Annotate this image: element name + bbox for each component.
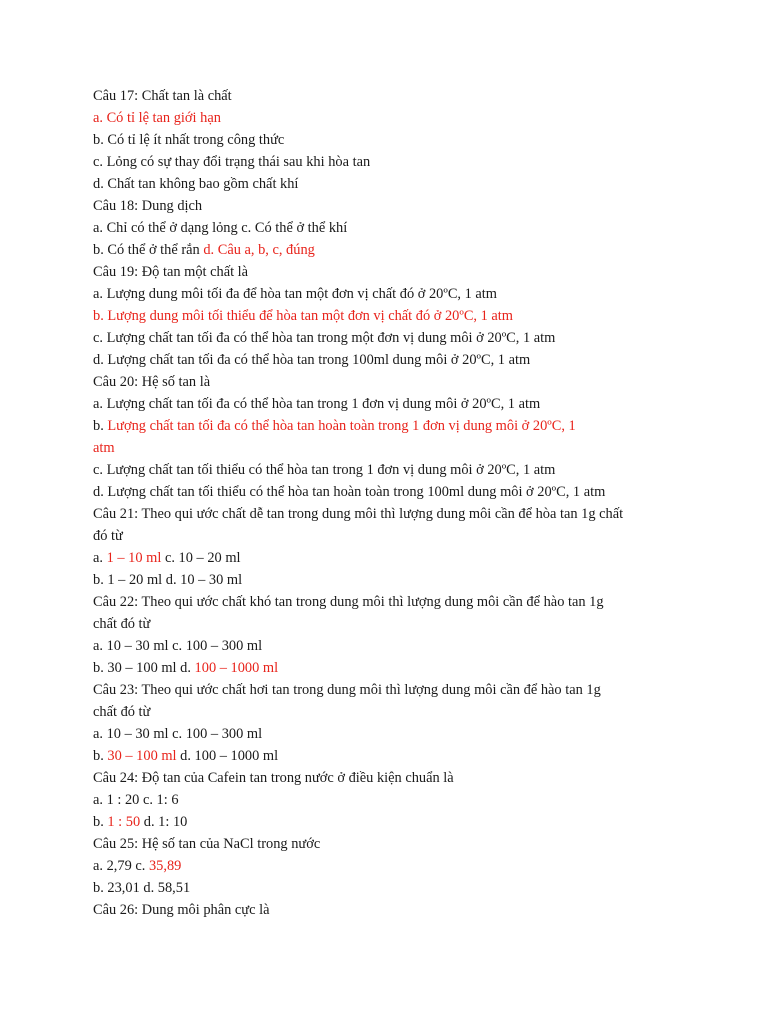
- option-line: [93, 151, 693, 173]
- text-segment: Câu 21: Theo qui ước chất dễ tan trong dung môi thì lượng dung môi cần để hòa tan 1g chất: [93, 506, 624, 522]
- question-line: [93, 613, 693, 635]
- option-line: [93, 789, 693, 811]
- text-segment: d. 1: 10: [140, 814, 188, 830]
- answer-text: a. Có tỉ lệ tan giới hạn: [93, 110, 221, 126]
- text-segment: Câu 26: Dung môi phân cực là: [93, 902, 270, 918]
- option-line: [93, 393, 693, 415]
- option-line: [93, 547, 693, 569]
- text-segment: b.: [93, 814, 108, 830]
- answer-text: 1 – 10 ml: [106, 550, 162, 566]
- text-segment: chất đó từ: [93, 616, 151, 632]
- option-line: [93, 569, 693, 591]
- question-line: [93, 85, 693, 107]
- text-segment: c. Lượng chất tan tối đa có thể hòa tan trong một đơn vị dung môi ở 20ºC, 1 atm: [93, 330, 556, 346]
- option-line: [93, 283, 693, 305]
- text-segment: c. Lỏng có sự thay đổi trạng thái sau khi hòa tan: [93, 154, 371, 170]
- text-segment: b.: [93, 748, 108, 764]
- answer-text: Lượng chất tan tối đa có thể hòa tan hoàn toàn trong 1 đơn vị dung môi ở 20ºC, 1: [107, 418, 576, 434]
- text-segment: Câu 23: Theo qui ước chất hơi tan trong dung môi thì lượng dung môi cần để hào tan 1g: [93, 682, 601, 698]
- text-segment: d. Lượng chất tan tối thiểu có thể hòa tan hoàn toàn trong 100ml dung môi ở 20ºC, 1 atm: [93, 484, 606, 500]
- text-segment: a. 10 – 30 ml c. 100 – 300 ml: [93, 726, 263, 742]
- text-segment: Câu 22: Theo qui ước chất khó tan trong dung môi thì lượng dung môi cần để hào tan 1g: [93, 594, 604, 610]
- question-line: [93, 767, 693, 789]
- answer-text: 35,89: [148, 858, 182, 874]
- option-line: [93, 239, 693, 261]
- document-page: [93, 85, 693, 921]
- option-line: [93, 437, 693, 459]
- option-line: [93, 745, 693, 767]
- text-segment: Câu 24: Độ tan của Cafein tan trong nước ở điều kiện chuẩn là: [93, 770, 454, 786]
- question-line: [93, 371, 693, 393]
- question-line: [93, 899, 693, 921]
- text-segment: Câu 18: Dung dịch: [93, 198, 203, 214]
- text-segment: a. 1 : 20 c. 1: 6: [93, 792, 179, 808]
- option-line: [93, 415, 693, 437]
- text-segment: b. Có thể ở thể rắn: [93, 242, 204, 258]
- question-line: [93, 833, 693, 855]
- option-line: [93, 635, 693, 657]
- question-line: [93, 679, 693, 701]
- option-line: [93, 327, 693, 349]
- answer-text: atm: [93, 440, 115, 456]
- option-line: [93, 811, 693, 833]
- text-segment: d. Lượng chất tan tối đa có thể hòa tan trong 100ml dung môi ở 20ºC, 1 atm: [93, 352, 531, 368]
- option-line: [93, 349, 693, 371]
- text-segment: c. 10 – 20 ml: [161, 550, 241, 566]
- text-segment: b. 1 – 20 ml d. 10 – 30 ml: [93, 572, 243, 588]
- text-segment: Câu 25: Hệ số tan của NaCl trong nước: [93, 836, 321, 852]
- option-line: [93, 217, 693, 239]
- answer-text: 30 – 100 ml: [107, 748, 177, 764]
- question-line: [93, 701, 693, 723]
- question-line: [93, 591, 693, 613]
- option-line: [93, 657, 693, 679]
- text-segment: b. 23,01 d. 58,51: [93, 880, 191, 896]
- text-segment: a.: [93, 550, 107, 566]
- option-line: [93, 855, 693, 877]
- text-segment: Câu 19: Độ tan một chất là: [93, 264, 249, 280]
- answer-text: 100 – 1000 ml: [194, 660, 279, 676]
- text-segment: b. 30 – 100 ml d.: [93, 660, 195, 676]
- text-segment: b. Có tỉ lệ ít nhất trong công thức: [93, 132, 285, 148]
- text-segment: d. Chất tan không bao gồm chất khí: [93, 176, 299, 192]
- option-line: [93, 173, 693, 195]
- option-line: [93, 107, 693, 129]
- question-line: [93, 261, 693, 283]
- text-segment: a. Lượng dung môi tối đa để hòa tan một đơn vị chất đó ở 20ºC, 1 atm: [93, 286, 497, 302]
- answer-text: 1 : 50: [107, 814, 141, 830]
- answer-text: b. Lượng dung môi tối thiểu để hòa tan một đơn vị chất đó ở 20ºC, 1 atm: [93, 308, 513, 324]
- answer-text: d. Câu a, b, c, đúng: [203, 242, 315, 258]
- option-line: [93, 481, 693, 503]
- question-line: [93, 195, 693, 217]
- text-segment: a. 10 – 30 ml c. 100 – 300 ml: [93, 638, 263, 654]
- question-line: [93, 525, 693, 547]
- text-segment: chất đó từ: [93, 704, 151, 720]
- text-segment: Câu 17: Chất tan là chất: [93, 88, 232, 104]
- option-line: [93, 877, 693, 899]
- text-segment: đó từ: [93, 528, 123, 544]
- text-segment: a. 2,79 c.: [93, 858, 149, 874]
- text-segment: a. Lượng chất tan tối đa có thể hòa tan trong 1 đơn vị dung môi ở 20ºC, 1 atm: [93, 396, 541, 412]
- question-line: [93, 503, 693, 525]
- option-line: [93, 459, 693, 481]
- text-segment: c. Lượng chất tan tối thiểu có thể hòa tan trong 1 đơn vị dung môi ở 20ºC, 1 atm: [93, 462, 556, 478]
- text-segment: Câu 20: Hệ số tan là: [93, 374, 211, 390]
- option-line: [93, 305, 693, 327]
- text-segment: b.: [93, 418, 108, 434]
- option-line: [93, 129, 693, 151]
- option-line: [93, 723, 693, 745]
- text-segment: d. 100 – 1000 ml: [176, 748, 279, 764]
- text-segment: a. Chỉ có thể ở dạng lỏng c. Có thể ở thể khí: [93, 220, 348, 236]
